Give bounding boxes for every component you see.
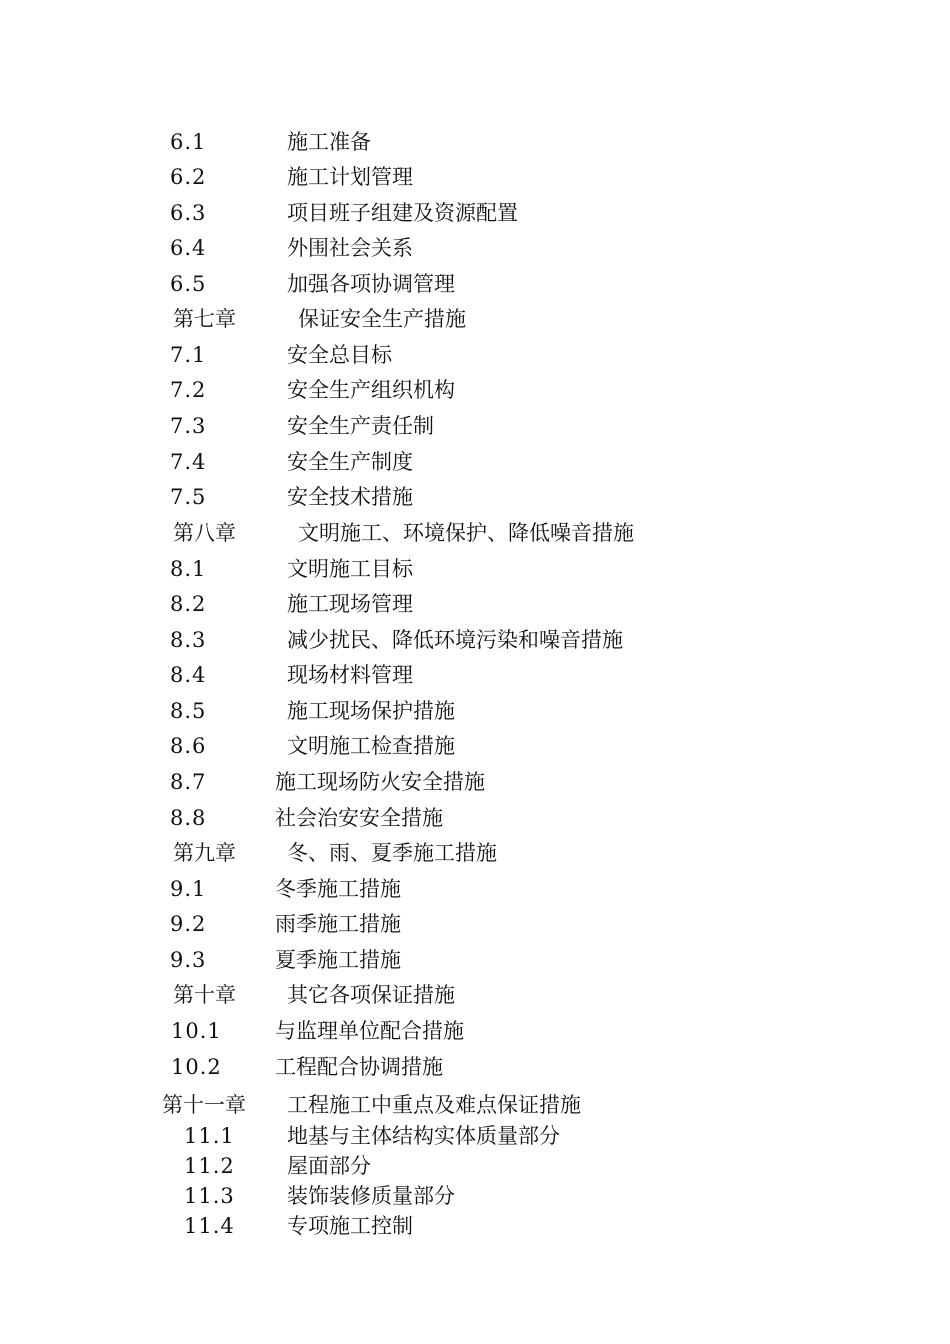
- toc-entry-9-3: [0, 945, 950, 975]
- chapter-title: 冬、雨、夏季施工措施: [287, 841, 497, 865]
- toc-entry-8-2: [0, 589, 950, 619]
- section-number: 9.3: [170, 948, 207, 972]
- toc-entry-6-1: [0, 127, 950, 157]
- section-title: 施工准备: [287, 130, 371, 154]
- section-number: 11.1: [184, 1124, 235, 1148]
- section-number: 6.1: [170, 130, 207, 154]
- toc-entry-6-4: [0, 233, 950, 263]
- toc-entry-8-4: [0, 660, 950, 690]
- toc-entry-9-2: [0, 909, 950, 939]
- section-title: 安全总目标: [287, 343, 392, 367]
- toc-entry-11-1: [0, 1121, 950, 1151]
- toc-chapter-8: [0, 518, 950, 548]
- section-number: 6.2: [170, 165, 207, 189]
- section-number: 8.5: [170, 699, 207, 723]
- section-title: 装饰装修质量部分: [287, 1184, 455, 1208]
- chapter-title: 保证安全生产措施: [298, 307, 466, 331]
- section-number: 7.3: [170, 414, 207, 438]
- chapter-number: 第十章: [173, 983, 236, 1007]
- section-number: 6.4: [170, 236, 207, 260]
- toc-entry-8-3: [0, 625, 950, 655]
- section-title: 与监理单位配合措施: [275, 1019, 464, 1043]
- chapter-number: 第十一章: [162, 1093, 246, 1117]
- section-number: 11.2: [184, 1154, 235, 1178]
- toc-entry-6-2: [0, 162, 950, 192]
- section-number: 8.1: [170, 557, 207, 581]
- section-number: 7.1: [170, 343, 207, 367]
- toc-entry-10-1: [0, 1016, 950, 1046]
- section-title: 夏季施工措施: [275, 948, 401, 972]
- section-number: 6.5: [170, 272, 207, 296]
- section-title: 社会治安安全措施: [275, 806, 443, 830]
- toc-chapter-11: [0, 1090, 950, 1120]
- toc-entry-7-4: [0, 447, 950, 477]
- chapter-title: 文明施工、环境保护、降低噪音措施: [298, 521, 634, 545]
- toc-entry-7-5: [0, 482, 950, 512]
- section-number: 10.1: [171, 1019, 222, 1043]
- section-number: 11.4: [184, 1214, 235, 1238]
- section-title: 安全生产责任制: [287, 414, 434, 438]
- section-title: 文明施工目标: [287, 557, 413, 581]
- toc-entry-8-5: [0, 696, 950, 726]
- section-title: 安全生产组织机构: [287, 378, 455, 402]
- chapter-number: 第七章: [173, 307, 236, 331]
- section-number: 8.8: [170, 806, 207, 830]
- section-title: 施工现场管理: [287, 592, 413, 616]
- chapter-title: 其它各项保证措施: [287, 983, 455, 1007]
- section-title: 现场材料管理: [287, 663, 413, 687]
- section-title: 文明施工检查措施: [287, 734, 455, 758]
- section-title: 屋面部分: [287, 1154, 371, 1178]
- section-number: 7.4: [170, 450, 207, 474]
- section-number: 7.5: [170, 485, 207, 509]
- toc-entry-11-3: [0, 1181, 950, 1211]
- section-number: 8.2: [170, 592, 207, 616]
- section-title: 安全生产制度: [287, 450, 413, 474]
- section-number: 8.4: [170, 663, 207, 687]
- section-title: 工程配合协调措施: [275, 1055, 443, 1079]
- section-number: 6.3: [170, 201, 207, 225]
- toc-entry-8-6: [0, 731, 950, 761]
- section-title: 项目班子组建及资源配置: [287, 201, 518, 225]
- section-title: 外围社会关系: [287, 236, 413, 260]
- toc-entry-7-3: [0, 411, 950, 441]
- section-title: 专项施工控制: [287, 1214, 413, 1238]
- section-title: 加强各项协调管理: [287, 272, 455, 296]
- section-title: 安全技术措施: [287, 485, 413, 509]
- toc-entry-8-8: [0, 803, 950, 833]
- section-number: 9.2: [170, 912, 207, 936]
- chapter-number: 第九章: [173, 841, 236, 865]
- toc-entry-7-2: [0, 375, 950, 405]
- section-number: 8.6: [170, 734, 207, 758]
- toc-chapter-7: [0, 304, 950, 334]
- section-title: 雨季施工措施: [275, 912, 401, 936]
- toc-entry-6-3: [0, 198, 950, 228]
- section-number: 9.1: [170, 877, 207, 901]
- toc-entry-10-2: [0, 1052, 950, 1082]
- toc-entry-8-7: [0, 767, 950, 797]
- toc-chapter-10: [0, 980, 950, 1010]
- toc-entry-8-1: [0, 554, 950, 584]
- chapter-number: 第八章: [173, 521, 236, 545]
- section-title: 施工计划管理: [287, 165, 413, 189]
- toc-chapter-9: [0, 838, 950, 868]
- toc-entry-9-1: [0, 874, 950, 904]
- toc-entry-6-5: [0, 269, 950, 299]
- toc-entry-7-1: [0, 340, 950, 370]
- section-number: 8.3: [170, 628, 207, 652]
- section-title: 施工现场保护措施: [287, 699, 455, 723]
- section-number: 11.3: [184, 1184, 235, 1208]
- section-title: 减少扰民、降低环境污染和噪音措施: [287, 628, 623, 652]
- section-number: 10.2: [171, 1055, 222, 1079]
- section-title: 施工现场防火安全措施: [275, 770, 485, 794]
- section-title: 冬季施工措施: [275, 877, 401, 901]
- toc-entry-11-2: [0, 1151, 950, 1181]
- toc-entry-11-4: [0, 1211, 950, 1241]
- chapter-title: 工程施工中重点及难点保证措施: [287, 1093, 581, 1117]
- section-title: 地基与主体结构实体质量部分: [287, 1124, 560, 1148]
- section-number: 7.2: [170, 378, 207, 402]
- section-number: 8.7: [170, 770, 207, 794]
